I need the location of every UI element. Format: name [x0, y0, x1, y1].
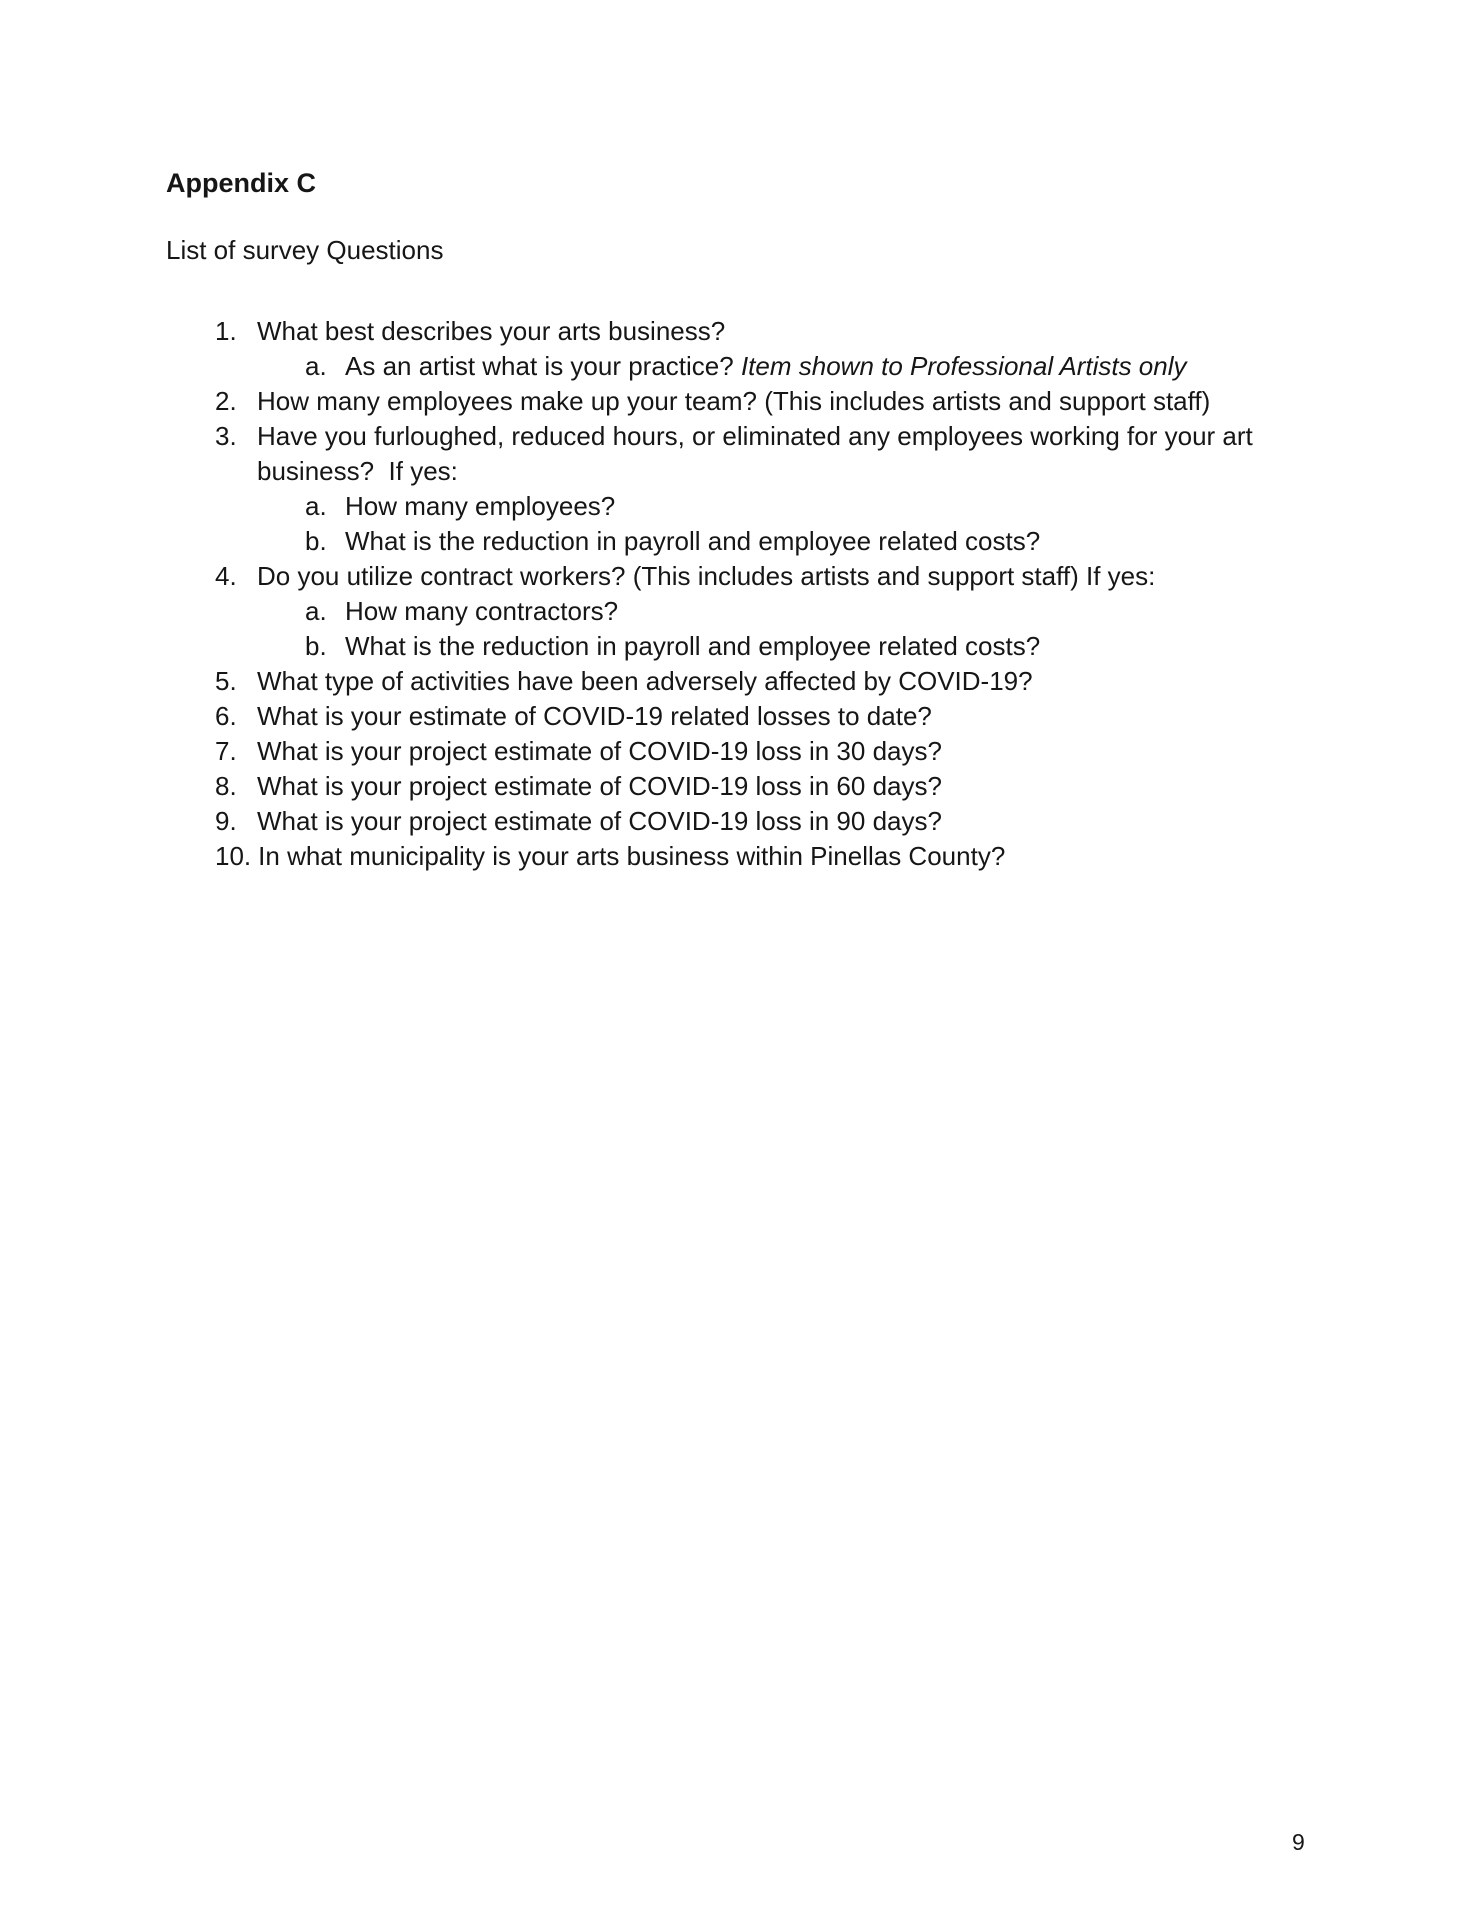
- page-content: [166, 166, 1346, 874]
- question-text: Have you furloughed, reduced hours, or eliminated any employees working for your art business? If yes:: [257, 421, 1260, 486]
- question-number: 7.: [215, 736, 237, 766]
- question-number: 4.: [215, 561, 237, 591]
- question-7: [215, 734, 1346, 769]
- question-4b: [215, 629, 1346, 664]
- sub-letter: b.: [305, 526, 327, 556]
- sub-letter: a.: [305, 596, 327, 626]
- question-number: 9.: [215, 806, 237, 836]
- question-text: What is your project estimate of COVID-19 loss in 90 days?: [257, 806, 942, 836]
- question-text: What is your project estimate of COVID-19 loss in 60 days?: [257, 771, 942, 801]
- question-text: What is your estimate of COVID-19 related losses to date?: [257, 701, 932, 731]
- question-number: 3.: [215, 421, 237, 451]
- sub-text: What is the reduction in payroll and employee related costs?: [345, 631, 1041, 661]
- question-text: How many employees make up your team? (This includes artists and support staff): [257, 386, 1211, 416]
- question-9: [215, 804, 1346, 839]
- question-number: 2.: [215, 386, 237, 416]
- question-8: [215, 769, 1346, 804]
- question-1a: [215, 349, 1346, 384]
- question-4: [215, 559, 1346, 594]
- question-list: [215, 314, 1346, 874]
- question-number: 5.: [215, 666, 237, 696]
- question-6: [215, 699, 1346, 734]
- question-text: What is your project estimate of COVID-19 loss in 30 days?: [257, 736, 942, 766]
- sub-text: How many contractors?: [345, 596, 619, 626]
- question-5: [215, 664, 1346, 699]
- sub-text: [345, 349, 1346, 384]
- question-3: [215, 419, 1346, 489]
- question-text: What type of activities have been adversely affected by COVID-19?: [257, 666, 1033, 696]
- question-text: What best describes your arts business?: [257, 316, 726, 346]
- question-number: 6.: [215, 701, 237, 731]
- appendix-heading: Appendix C: [166, 168, 317, 198]
- sub-text: How many employees?: [345, 491, 616, 521]
- subtitle: List of survey Questions: [166, 235, 444, 265]
- sub-letter: a.: [305, 491, 327, 521]
- question-number: 8.: [215, 771, 237, 801]
- sub-letter: b.: [305, 631, 327, 661]
- question-number: 10.: [215, 841, 252, 871]
- question-2: [215, 384, 1346, 419]
- question-number: 1.: [215, 316, 237, 346]
- sub-text: What is the reduction in payroll and employee related costs?: [345, 526, 1041, 556]
- sub-letter: a.: [305, 351, 327, 381]
- sub-text-italic-note: Item shown to Professional Artists only: [740, 351, 1187, 381]
- question-4a: [215, 594, 1346, 629]
- page-number: 9: [1292, 1829, 1305, 1855]
- question-3a: [215, 489, 1346, 524]
- question-text: Do you utilize contract workers? (This includes artists and support staff) If yes:: [257, 561, 1156, 591]
- question-1: [215, 314, 1346, 349]
- sub-text-regular: As an artist what is your practice?: [345, 351, 741, 381]
- question-10: [215, 839, 1346, 874]
- question-3b: [215, 524, 1346, 559]
- question-text: In what municipality is your arts business within Pinellas County?: [258, 841, 1006, 871]
